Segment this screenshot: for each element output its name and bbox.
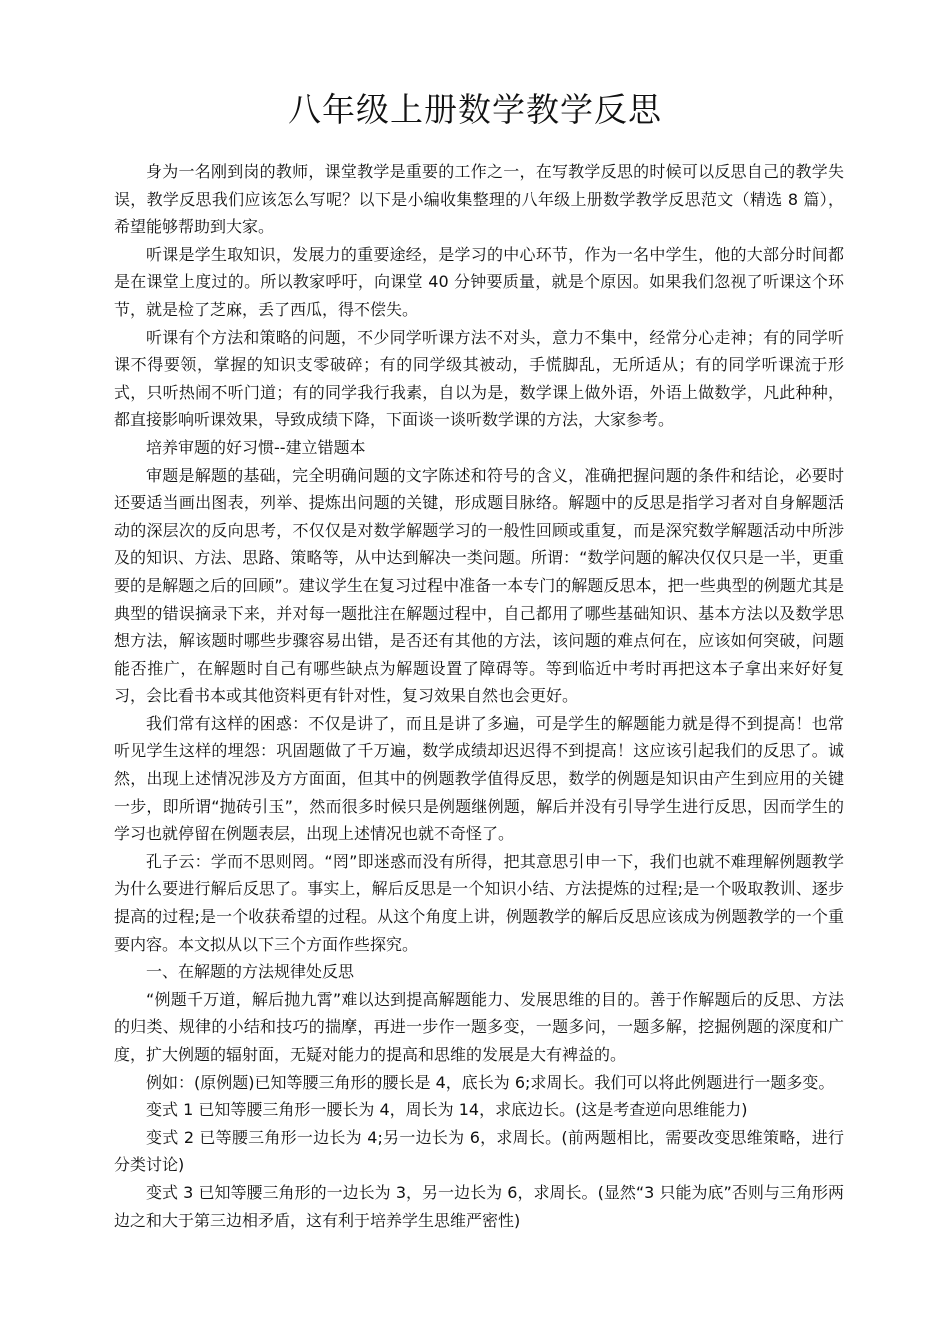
paragraph: 听课是学生取知识，发展力的重要途经，是学习的中心环节，作为一名中学生，他的大部分时间都是在课堂上度过的。所以教家呼吁，向课堂 40 分钟要质量，就是个原因。如果我们忽视了听课这个环节，就是检了芝麻，丢了西瓜，得不偿失。 [114, 244, 844, 319]
paragraph-intro: 身为一名刚到岗的教师，课堂教学是重要的工作之一，在写教学反思的时候可以反思自己的教学失误，教学反思我们应该怎么写呢？以下是小编收集整理的八年级上册数学教学反思范文（精选 8 篇），希望能够帮助到大家。 [114, 162, 844, 237]
variant-paragraph: 变式 2 已等腰三角形一边长为 4;另一边长为 6，求周长。(前两题相比，需要改变思维策略，进行分类讨论) [114, 1127, 844, 1175]
paragraph: 孔子云：学而不思则罔。“罔”即迷惑而没有所得，把其意思引申一下，我们也就不难理解例题教学为什么要进行解后反思了。事实上，解后反思是一个知识小结、方法提炼的过程;是一个吸取教训、逐步提高的过程;是一个收获希望的过程。从这个角度上讲，例题教学的解后反思应该成为例题教学的一个重要内容。本文拟从以下三个方面作些探究。 [114, 851, 844, 954]
paragraph: “例题千万道，解后抛九霄”难以达到提高解题能力、发展思维的目的。善于作解题后的反思、方法的归类、规律的小结和技巧的揣摩，再进一步作一题多变，一题多问，一题多解，挖掘例题的深度和广度，扩大例题的辐射面，无疑对能力的提高和思维的发展是大有裨益的。 [114, 989, 844, 1064]
section-heading: 培养审题的好习惯--建立错题本 [146, 437, 366, 457]
paragraph: 审题是解题的基础，完全明确问题的文字陈述和符号的含义，准确把握问题的条件和结论，必要时还要适当画出图表，列举、提炼出问题的关键，形成题目脉络。解题中的反思是指学习者对自身解题活动的深层次的反向思考，不仅仅是对数学解题学习的一般性回顾或重复，而是深究数学解题活动中所涉及的知识、方法、思路、策略等，从中达到解决一类问题。所谓：“数学问题的解决仅仅只是一半，更重要的是解题之后的回顾”。建议学生在复习过程中准备一本专门的解题反思本，把一些典型的例题尤其是典型的错误摘录下来，并对每一题批注在解题过程中，自己都用了哪些基础知识、基本方法以及数学思想方法，解该题时哪些步骤容易出错，是否还有其他的方法，该问题的难点何在，应该如何突破，问题能否推广，在解题时自己有哪些缺点为解题设置了障碍等。等到临近中考时再把这本子拿出来好好复习，会比看书本或其他资料更有针对性，复习效果自然也会更好。 [114, 465, 844, 706]
paragraph: 听课有个方法和策略的问题，不少同学听课方法不对头，意力不集中，经常分心走神；有的同学听课不得要领，掌握的知识支零破碎；有的同学级其被动，手慌脚乱，无所适从；有的同学听课流于形式，只听热闹不听门道；有的同学我行我素，自以为是，数学课上做外语，外语上做数学，凡此种种，都直接影响听课效果，导致成绩下降，下面谈一谈听数学课的方法，大家参考。 [114, 327, 844, 430]
paragraph: 我们常有这样的困惑：不仅是讲了，而且是讲了多遍，可是学生的解题能力就是得不到提高！也常听见学生这样的埋怨：巩固题做了千万遍，数学成绩却迟迟得不到提高！这应该引起我们的反思了。诚然，出现上述情况涉及方方面面，但其中的例题教学值得反思，数学的例题是知识由产生到应用的关键一步，即所谓“抛砖引玉”，然而很多时候只是例题继例题，解后并没有引导学生进行反思，因而学生的学习也就停留在例题表层，出现上述情况也就不奇怪了。 [114, 713, 844, 844]
section-heading: 一、在解题的方法规律处反思 [146, 962, 355, 982]
variant-paragraph: 变式 1 已知等腰三角形一腰长为 4，周长为 14，求底边长。(这是考查逆向思维能力) [146, 1100, 748, 1120]
variant-paragraph: 变式 3 已知等腰三角形的一边长为 3，另一边长为 6，求周长。(显然“3 只能为底”否则与三角形两边之和大于第三边相矛盾，这有利于培养学生思维严密性) [114, 1182, 844, 1230]
page-title: 八年级上册数学教学反思 [288, 90, 662, 129]
document-body [114, 158, 844, 1234]
example-paragraph: 例如：(原例题)已知等腰三角形的腰长是 4，底长为 6;求周长。我们可以将此例题进行一题多变。 [146, 1072, 835, 1092]
